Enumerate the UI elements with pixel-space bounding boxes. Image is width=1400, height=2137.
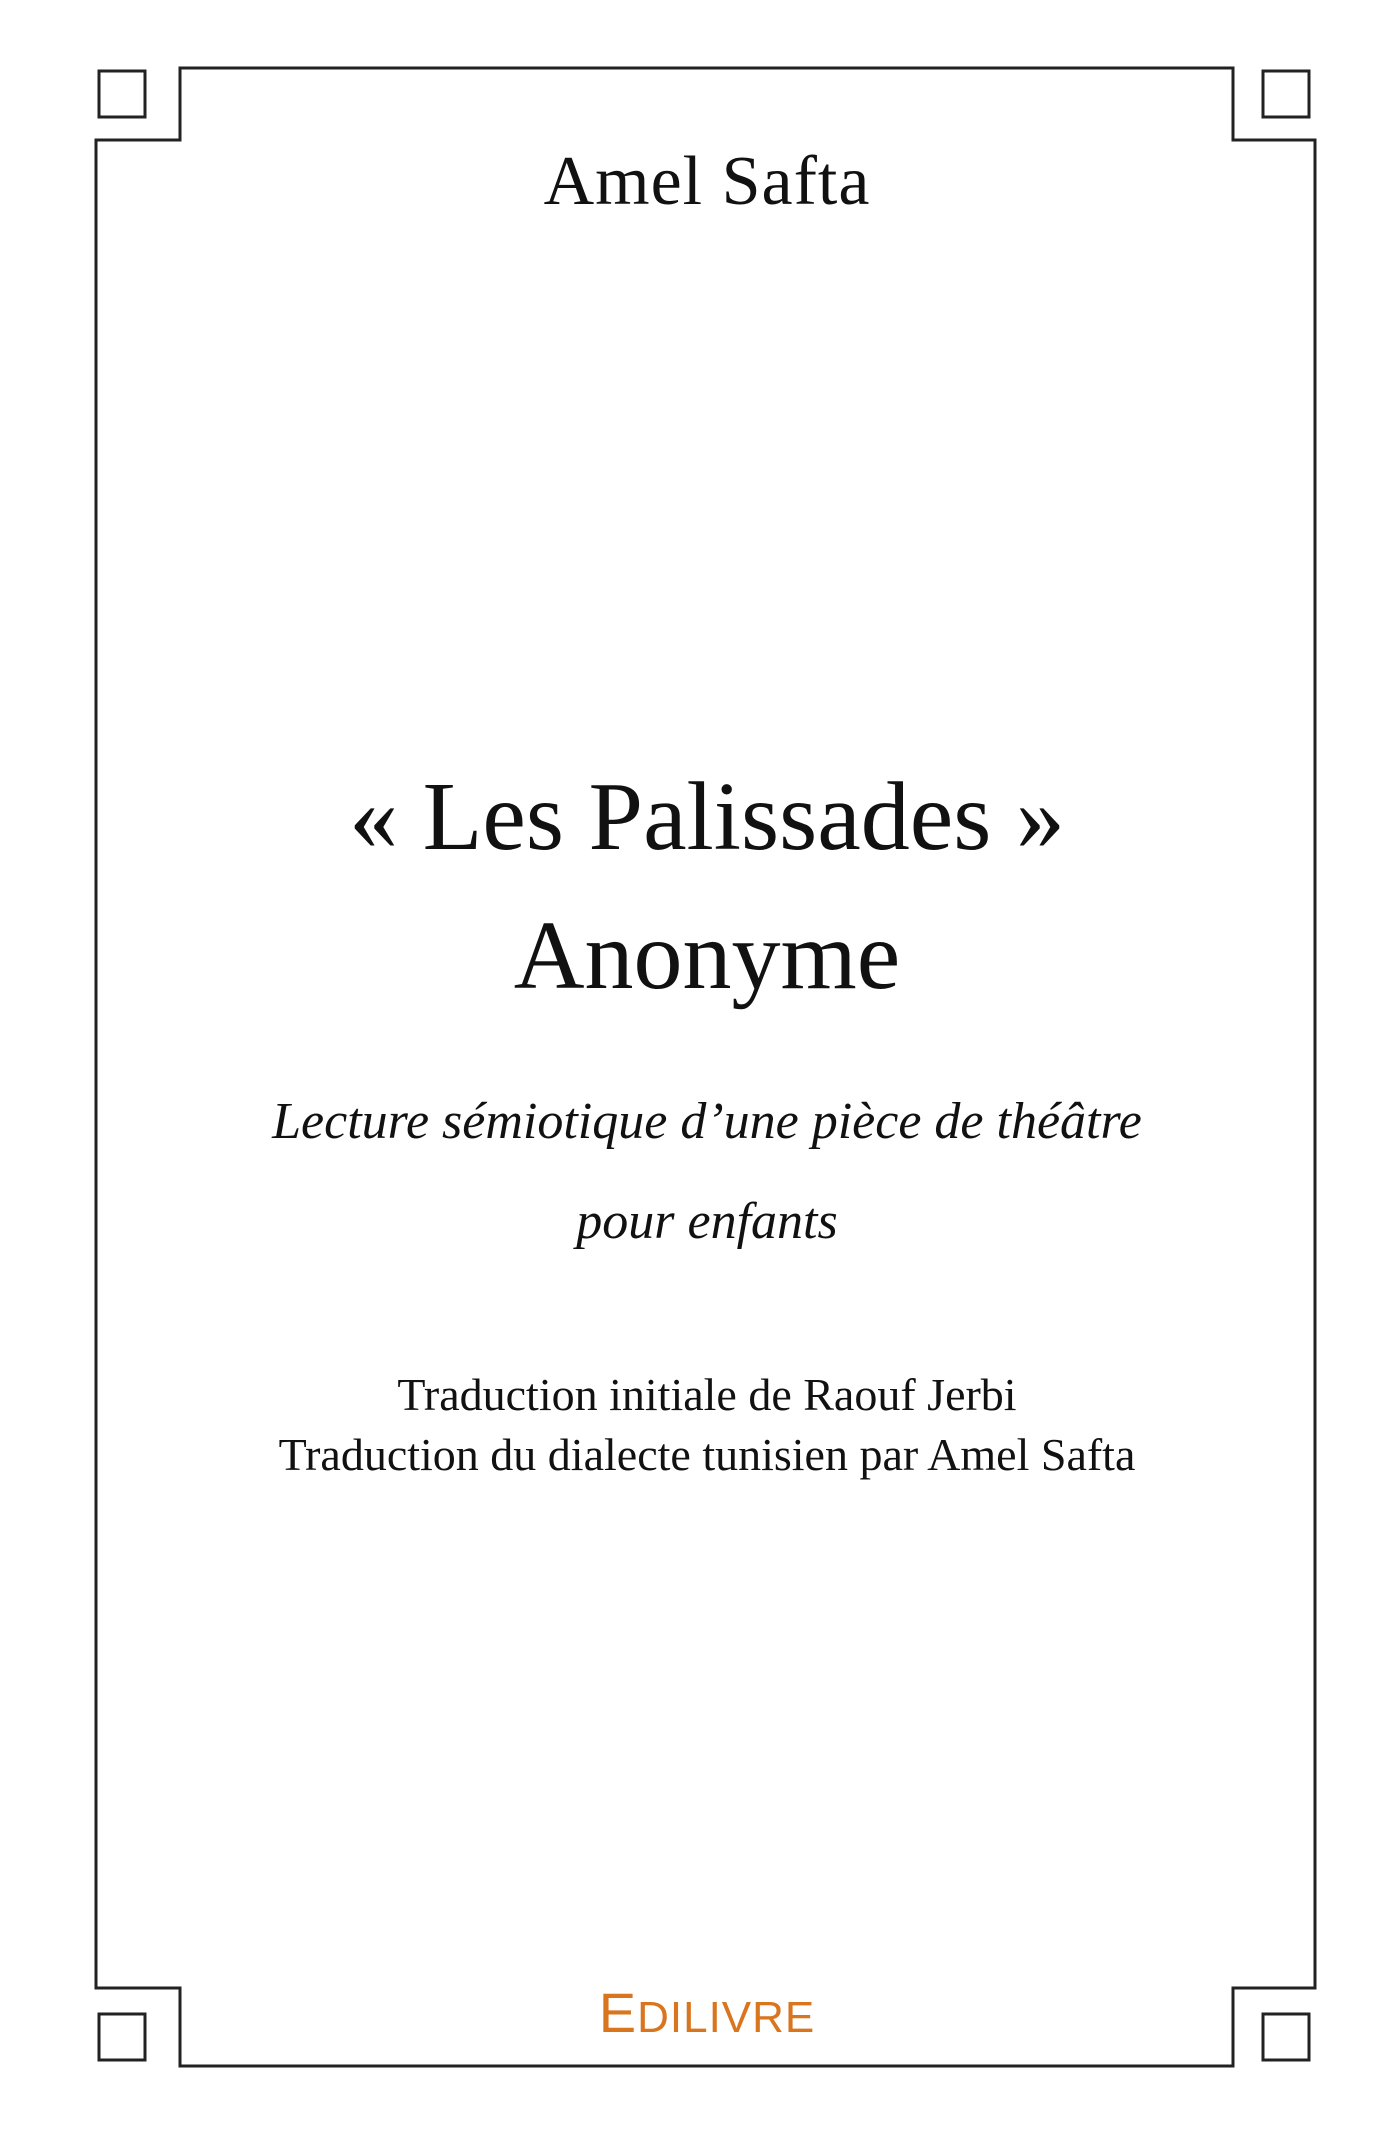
corner-square-top-left xyxy=(99,71,145,117)
book-title: « Les Palissades » xyxy=(349,763,1065,871)
subtitle-second-line: pour enfants xyxy=(576,1193,838,1250)
corner-square-top-right xyxy=(1263,71,1309,117)
publisher-logo xyxy=(0,1981,1400,2046)
subtitle: Lecture sémiotique d’une pièce de théâtre xyxy=(272,1093,1142,1150)
translation-credit-dialect: Traduction du dialecte tunisien par Amel Safta xyxy=(278,1429,1136,1480)
book-title-second-line: Anonyme xyxy=(513,902,901,1010)
publisher-logo-text: EDILIVRE xyxy=(598,1981,816,2044)
translation-credit-initial: Traduction initiale de Raouf Jerbi xyxy=(397,1369,1017,1420)
frame-border xyxy=(96,68,1315,2066)
author-name: Amel Safta xyxy=(543,143,871,220)
